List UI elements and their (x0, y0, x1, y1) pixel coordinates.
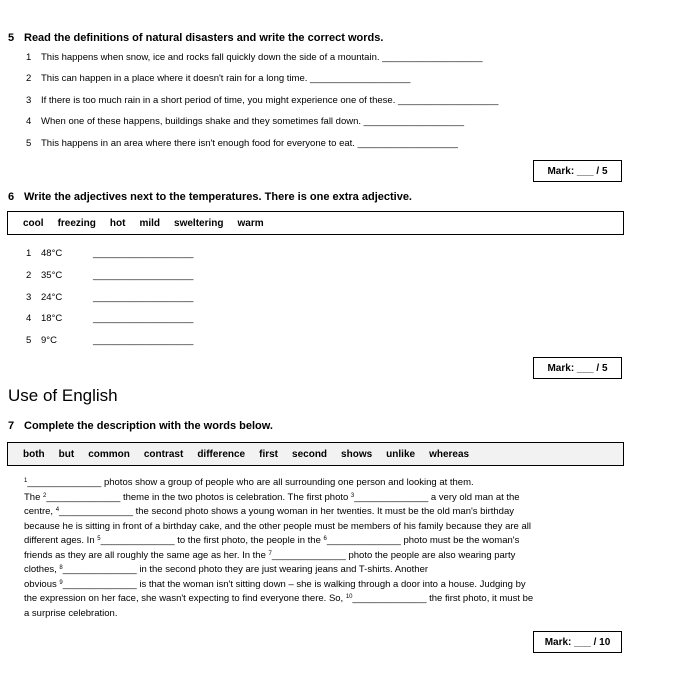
paragraph-text: ______________ theme in the two photos is celebration. The first photo (46, 491, 351, 503)
paragraph-line (24, 578, 624, 593)
word: shows (341, 448, 373, 460)
paragraph-text: obvious (24, 578, 60, 590)
q6-item-2: 2 35°C ___________________ (26, 270, 194, 281)
paragraph-text: the expression on her face, she wasn't expecting to find everyone there. So, (24, 593, 346, 604)
q6-item-3: 3 24°C ___________________ (26, 292, 194, 303)
gap-number: 1 (24, 478, 28, 484)
gap-number: 4 (55, 507, 60, 513)
word: whereas (429, 448, 470, 460)
gap-number: 3 (350, 492, 355, 499)
word: unlike (386, 448, 416, 460)
q5-item-1: 1 This happens when snow, ice and rocks fall quickly down the side of a mountain. ___________________ (26, 52, 483, 63)
paragraph-line (24, 505, 624, 520)
paragraph-line (24, 520, 624, 535)
q6-number: 6 (8, 191, 15, 203)
paragraph-line (24, 607, 624, 622)
word: mild (139, 217, 161, 229)
word: warm (237, 217, 264, 229)
word: contrast (143, 448, 184, 460)
q6-item-5: 5 9°C ___________________ (26, 335, 194, 346)
q6-title: Write the adjectives next to the temperatures. There is one extra adjective. (24, 191, 412, 203)
gap-number: 2 (43, 492, 47, 499)
word: difference (197, 448, 246, 460)
paragraph-text: a surprise celebration. (24, 607, 118, 619)
q5-item-text[interactable]: If there is too much rain in a short period of time, you might experience one of these. ___________________ (41, 95, 499, 106)
q6-item-1: 1 48°C ___________________ (26, 248, 194, 259)
word: both (23, 448, 45, 460)
paragraph-line (24, 592, 624, 607)
paragraph-text: ______________ the second photo shows a young woman in her twenties. It must be the old man's birthday (59, 506, 514, 517)
word: hot (109, 217, 126, 229)
q7-title: Complete the description with the words below. (24, 420, 273, 432)
answer-blank[interactable]: ___________________ (93, 270, 194, 281)
word: common (88, 448, 130, 460)
paragraph-line (24, 549, 624, 564)
q6-mark-box: Mark: ___ / 5 (533, 357, 622, 379)
word: cool (23, 217, 44, 229)
gap-number: 8 (59, 565, 63, 571)
section-title: Use of English (8, 386, 118, 405)
paragraph-text: ______________ is that the woman isn't sitting down – she is walking through a door into a house. Judging by (62, 578, 526, 590)
q5-heading (8, 32, 383, 44)
answer-blank[interactable]: ___________________ (93, 292, 194, 303)
paragraph-line (24, 491, 624, 506)
q5-item-5: 5 This happens in an area where there isn't enough food for everyone to eat. ___________________ (26, 138, 458, 149)
q5-title: Read the definitions of natural disasters and write the correct words. (24, 32, 384, 44)
paragraph-text: friends as they are all roughly the same age as her. In the (24, 549, 269, 561)
answer-blank[interactable]: ___________________ (93, 248, 194, 259)
q7-word-box (7, 442, 624, 466)
word: but (58, 448, 75, 460)
word: first (259, 448, 279, 460)
gap-number: 7 (268, 550, 272, 557)
gap-number: 9 (59, 579, 63, 586)
q5-item-3: 3 If there is too much rain in a short period of time, you might experience one of these. ___________________ (26, 95, 499, 106)
paragraph-text: ______________ a very old man at the (354, 491, 520, 503)
answer-blank[interactable]: ___________________ (93, 335, 194, 346)
gap-number: 5 (97, 536, 101, 542)
paragraph-text: ______________ photos show a group of people who are all surrounding one person and looking at them. (27, 477, 474, 488)
q5-number: 5 (8, 32, 15, 44)
word: freezing (57, 217, 96, 229)
q5-item-4: 4 When one of these happens, buildings shake and they sometimes fall down. ___________________ (26, 116, 465, 127)
q6-item-4: 4 18°C ___________________ (26, 313, 194, 324)
paragraph-text: clothes, (24, 564, 60, 575)
q7-mark-box: Mark: ___ / 10 (533, 631, 622, 653)
q5-item-text[interactable]: This happens when snow, ice and rocks fall quickly down the side of a mountain. ___________________ (41, 52, 483, 63)
answer-blank[interactable]: ___________________ (93, 313, 194, 324)
paragraph-line (24, 563, 624, 578)
paragraph-text: ______________ photo must be the woman's (326, 535, 520, 546)
paragraph-text: because he is sitting in front of a birthday cake, and the other people must be members of his family because they are all (24, 520, 531, 532)
q6-heading (8, 191, 412, 203)
paragraph-line (24, 534, 624, 549)
paragraph-text: ______________ to the first photo, the people in the (100, 535, 324, 546)
q7-heading (8, 420, 273, 432)
q7-number: 7 (8, 420, 15, 432)
gap-number: 6 (323, 536, 327, 542)
q5-mark-box: Mark: ___ / 5 (533, 160, 622, 182)
word: second (292, 448, 328, 460)
paragraph-text: different ages. In (24, 535, 98, 546)
paragraph-text: The (24, 491, 44, 503)
word: sweltering (174, 217, 224, 229)
q5-item-text[interactable]: This can happen in a place where it doesn't rain for a long time. ___________________ (41, 73, 411, 84)
paragraph-text: ______________ the first photo, it must be (352, 593, 534, 604)
q5-item-text[interactable]: This happens in an area where there isn't enough food for everyone to eat. ___________________ (41, 138, 458, 149)
gap-number: 10 (345, 594, 353, 600)
paragraph-text: ______________ in the second photo they are just wearing jeans and T-shirts. Another (62, 564, 429, 575)
q5-item-2: 2 This can happen in a place where it doesn't rain for a long time. ___________________ (26, 73, 411, 84)
q7-paragraph (24, 476, 624, 621)
paragraph-text: ______________ photo the people are also wearing party (271, 549, 516, 561)
paragraph-line (24, 476, 624, 491)
paragraph-text: centre, (24, 506, 56, 517)
q5-item-text[interactable]: When one of these happens, buildings shake and they sometimes fall down. ___________________ (41, 116, 465, 127)
q6-word-box (7, 211, 624, 235)
